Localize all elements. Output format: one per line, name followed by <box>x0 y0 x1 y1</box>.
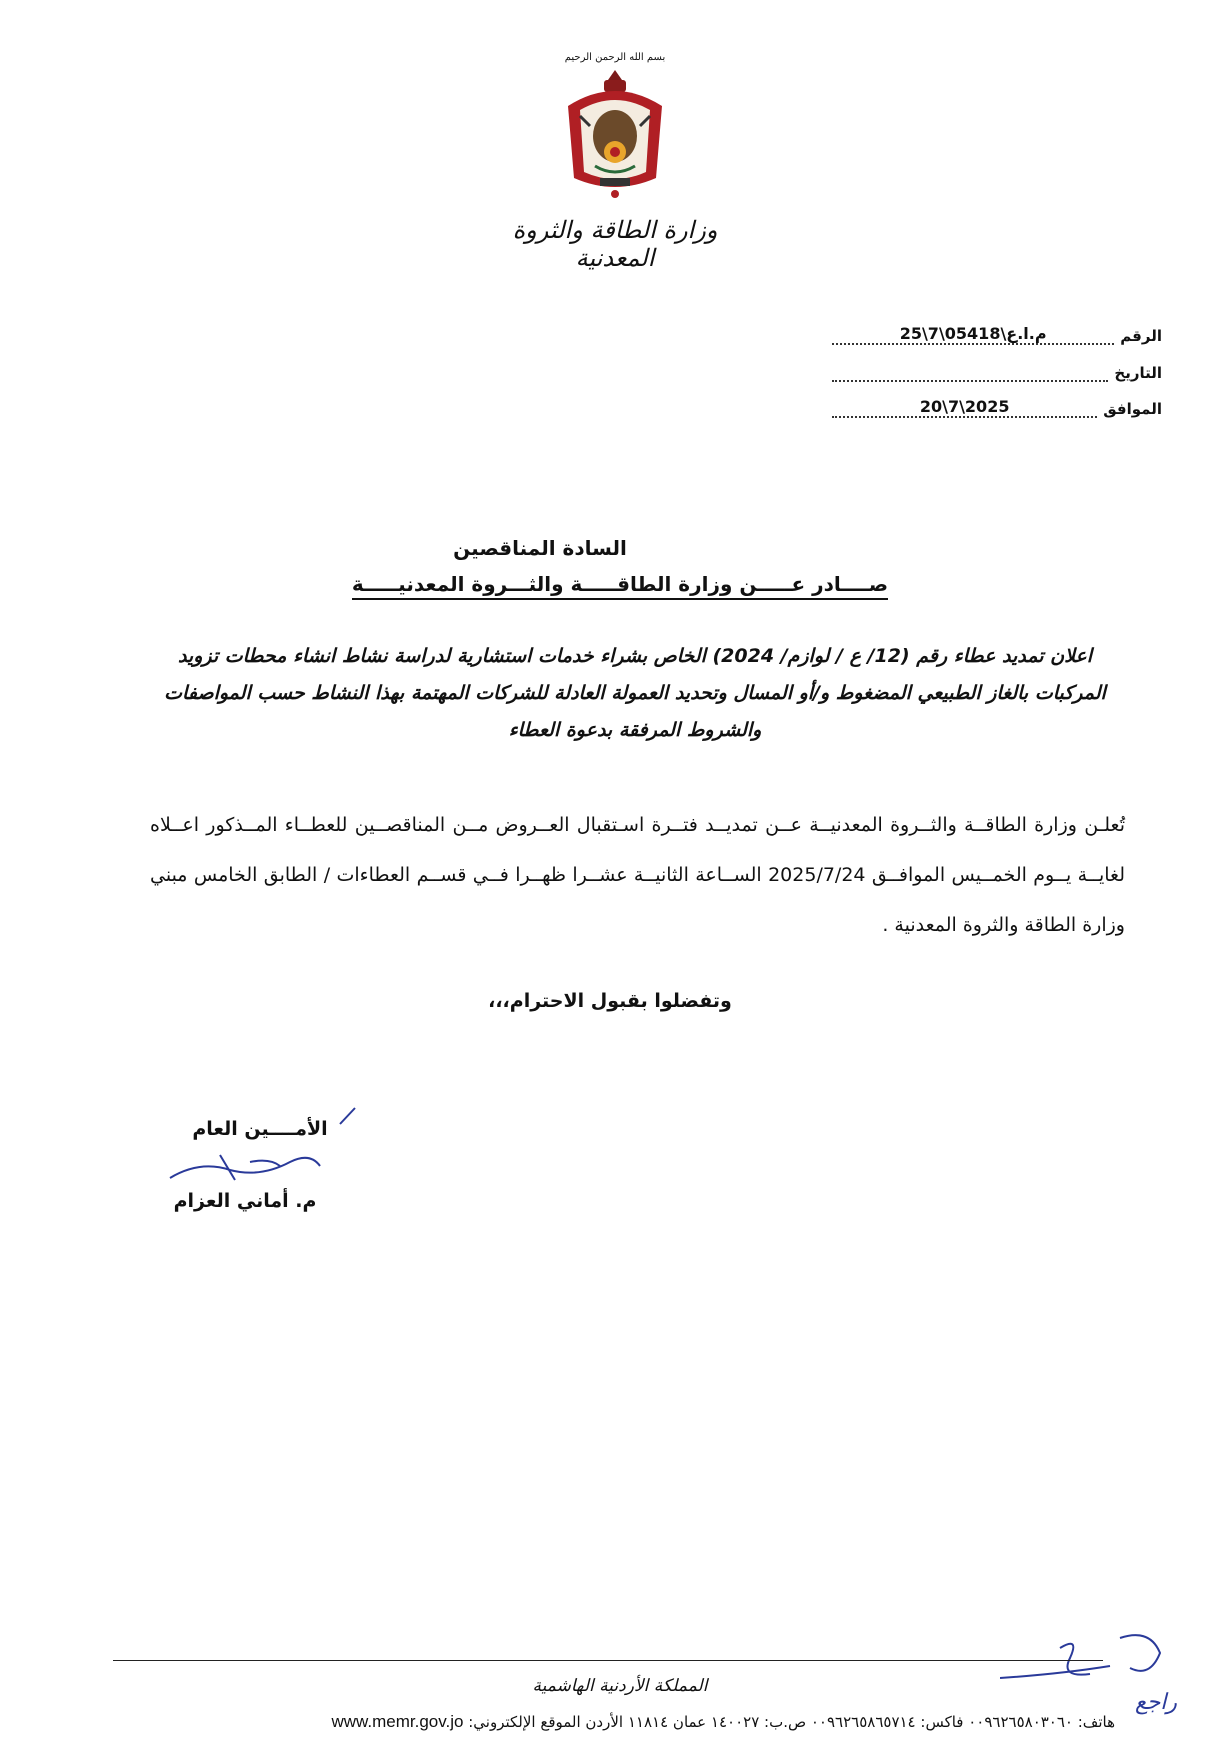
bismillah: بسم الله الرحمن الرحيم <box>564 52 666 63</box>
reference-date-label: التاريخ <box>1114 364 1162 382</box>
reference-corresponding-label: الموافق <box>1103 400 1162 418</box>
signatory-title: الأمــــين العام <box>192 1118 328 1140</box>
reference-number-label: الرقم <box>1120 327 1162 345</box>
issued-by <box>320 572 920 596</box>
footer-website-link[interactable]: www.memr.gov.jo <box>331 1712 464 1731</box>
handwritten-note: راجع <box>1135 1690 1178 1715</box>
reference-number-value: م.ا.ع\05418\7\25 <box>832 325 1114 345</box>
addressee: السادة المناقصين <box>453 536 627 560</box>
reference-number-row <box>832 325 1162 345</box>
reference-corresponding-row <box>832 398 1162 418</box>
signatory-name: م. أماني العزام <box>173 1190 317 1212</box>
ministry-name: وزارة الطاقة والثروة المعدنية <box>512 216 718 272</box>
footer-contact <box>130 1712 1115 1732</box>
reference-date-value <box>832 362 1108 382</box>
footer-contact-details: هاتف: ٠٠٩٦٢٦٥٨٠٣٠٦٠ فاكس: ٠٠٩٦٢٦٥٨٦٥٧١٤ ص.ب: ١٤٠٠٢٧ عمان ١١٨١٤ الأردن الموقع الإلكتروني: <box>468 1713 1115 1731</box>
footer-divider <box>113 1660 1103 1661</box>
signature-scrawl-icon <box>160 1100 370 1195</box>
letter-body: تُعلـن وزارة الطاقــة والثــروة المعدنيــة عــن تمديــد فتــرة اسـتقبال العــروض مــن المناقصــين للعطــاء المــذكور اعــلاه لغايــة يــوم الخمــيس الموافــق 2025/7/24 الســاعة الثانيــة عشــرا ظهــرا فــي قســم العطاءات / الطابق الخامس مبني وزارة الطاقة والثروة المعدنية . <box>150 814 1126 936</box>
footer-kingdom: المملكة الأردنية الهاشمية <box>532 1676 708 1696</box>
jordan-coat-of-arms-icon <box>560 66 670 202</box>
reference-corresponding-value: 2025\7\20 <box>832 398 1097 418</box>
closing-line: وتفضلوا بقبول الاحترام،،، <box>488 990 732 1012</box>
letter-subject: اعلان تمديد عطاء رقم (12/ ع / لوازم/ 2024) الخاص بشراء خدمات استشارية لدراسة نشاط انشاء محطات تزويد المركبات بالغاز الطبيعي المضغوط و/أو المسال وتحديد العمولة العادلة للشركات المهتمة بهذا النشاط حسب المواصفات والشروط المرفقة بدعوة العطاء <box>164 645 1106 741</box>
reference-date-row <box>832 362 1162 382</box>
issued-by-text: صــــادر عـــــن وزارة الطاقـــــة والثـــروة المعدنيـــــة <box>352 572 888 600</box>
